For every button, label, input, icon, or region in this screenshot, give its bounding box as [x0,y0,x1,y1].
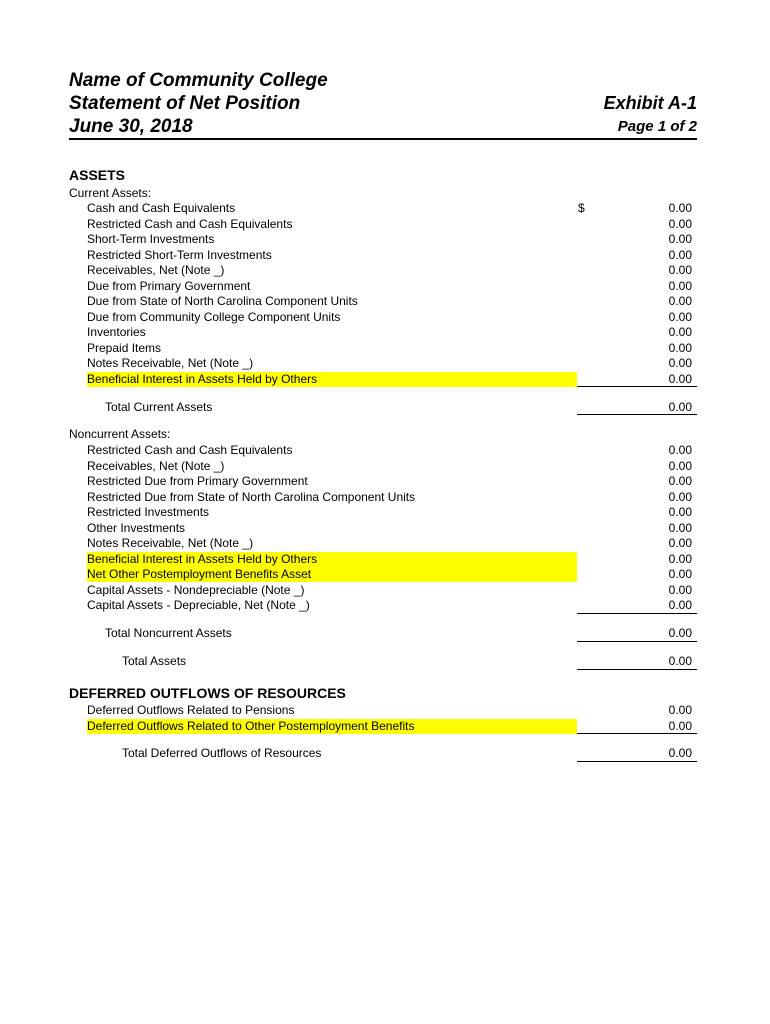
line-item-label: Receivables, Net (Note _) [87,263,225,277]
line-item-label: Restricted Due from Primary Government [87,474,308,488]
line-item-row [0,372,770,387]
line-item-row [0,232,770,247]
line-item-amount: 0.00 [668,567,692,581]
total-amount: 0.00 [668,400,692,414]
total-label: Total Noncurrent Assets [105,626,232,640]
line-item-label: Net Other Postemployment Benefits Asset [87,567,577,582]
line-item-label: Deferred Outflows Related to Other Postemployment Benefits [87,719,577,734]
college-name: Name of Community College [69,70,328,91]
amount-underline [577,761,697,762]
line-item-amount: 0.00 [668,232,692,246]
line-item-label: Restricted Cash and Cash Equivalents [87,216,293,231]
line-item-row [0,552,770,567]
total-deferred-outflows-row [0,746,770,761]
line-item-amount: 0.00 [668,294,692,308]
line-item-label: Cash and Cash Equivalents [87,201,236,215]
line-item-row [0,583,770,598]
line-item-amount: 0.00 [668,278,692,293]
assets-heading: ASSETS [69,167,126,183]
line-item-amount: 0.00 [668,703,692,717]
line-item-row [0,310,770,325]
line-item-amount: 0.00 [668,309,692,324]
line-item-amount: 0.00 [668,201,692,215]
line-item-amount: 0.00 [668,598,692,612]
statement-date: June 30, 2018 [69,116,193,137]
line-item-label: Prepaid Items [87,340,162,355]
line-item-row [0,341,770,356]
line-item-amount: 0.00 [668,582,692,597]
line-item-amount: 0.00 [668,458,692,473]
line-item-label: Notes Receivable, Net (Note _) [87,536,254,550]
line-item-row [0,719,770,734]
line-item-amount: 0.00 [668,520,692,535]
line-item-row [0,505,770,520]
exhibit-label: Exhibit A-1 [603,93,697,113]
line-item-row [0,356,770,371]
line-item-label: Due from Primary Government [87,278,251,293]
line-item-row [0,598,770,613]
total-noncurrent-assets-row [0,626,770,641]
line-item-label: Notes Receivable, Net (Note _) [87,356,254,370]
line-item-label: Beneficial Interest in Assets Held by Others [87,552,577,567]
line-item-row [0,325,770,340]
total-label: Total Assets [122,654,187,668]
page-number: Page 1 of 2 [617,118,697,135]
line-item-row [0,294,770,309]
line-item-label: Deferred Outflows Related to Pensions [87,703,295,717]
statement-title: Statement of Net Position [69,93,301,114]
amount-underline [577,733,697,734]
line-item-label: Restricted Investments [87,505,210,519]
line-item-amount: 0.00 [668,340,692,355]
total-assets-row [0,654,770,669]
line-item-amount: 0.00 [668,443,692,457]
line-item-label: Short-Term Investments [87,232,215,246]
total-current-assets-row [0,400,770,415]
line-item-amount: 0.00 [668,489,692,504]
line-item-row [0,217,770,232]
line-item-row [0,703,770,718]
line-item-label: Inventories [87,325,146,339]
line-item-row [0,263,770,278]
amount-underline [577,613,697,614]
line-item-label: Restricted Due from State of North Carolina Component Units [87,489,416,504]
line-item-label: Other Investments [87,520,186,535]
line-item-label: Due from Community College Component Units [87,309,341,324]
line-item-row [0,536,770,551]
line-item-row [0,474,770,489]
total-label: Total Current Assets [105,400,213,414]
line-item-amount: 0.00 [668,505,692,519]
amount-underline [577,386,697,387]
line-item-label: Capital Assets - Depreciable, Net (Note _) [87,598,310,612]
line-item-label: Restricted Short-Term Investments [87,247,272,262]
line-item-row [0,567,770,582]
line-item-row [0,521,770,536]
total-amount: 0.00 [668,626,692,640]
total-label: Total Deferred Outflows of Resources [122,746,322,760]
line-item-row [0,279,770,294]
noncurrent-assets-heading: Noncurrent Assets: [69,427,171,441]
line-item-row [0,201,770,216]
report-header [69,69,697,141]
line-item-amount: 0.00 [668,371,692,386]
line-item-amount: 0.00 [668,718,692,733]
amount-underline [577,414,697,415]
line-item-label: Receivables, Net (Note _) [87,458,225,473]
line-item-amount: 0.00 [668,263,692,277]
line-item-amount: 0.00 [668,356,692,370]
line-item-row [0,443,770,458]
line-item-row [0,459,770,474]
report-title-block [69,69,328,138]
line-item-label: Capital Assets - Nondepreciable (Note _) [87,582,305,597]
total-amount: 0.00 [668,654,692,668]
line-item-amount: 0.00 [668,474,692,488]
header-divider [69,138,697,140]
total-amount: 0.00 [668,746,692,760]
line-item-label: Due from State of North Carolina Component Units [87,294,358,308]
line-item-amount: 0.00 [668,551,692,566]
line-item-amount: 0.00 [668,216,692,231]
line-item-amount: 0.00 [668,536,692,550]
dollar-sign: $ [578,201,585,215]
amount-underline [577,641,697,642]
line-item-row [0,490,770,505]
line-item-label: Beneficial Interest in Assets Held by Others [87,372,577,387]
line-item-amount: 0.00 [668,247,692,262]
line-item-amount: 0.00 [668,325,692,339]
current-assets-heading: Current Assets: [69,186,152,200]
line-item-row [0,248,770,263]
line-item-label: Restricted Cash and Cash Equivalents [87,443,293,457]
amount-underline [577,669,697,670]
deferred-outflows-heading: DEFERRED OUTFLOWS OF RESOURCES [69,685,346,701]
